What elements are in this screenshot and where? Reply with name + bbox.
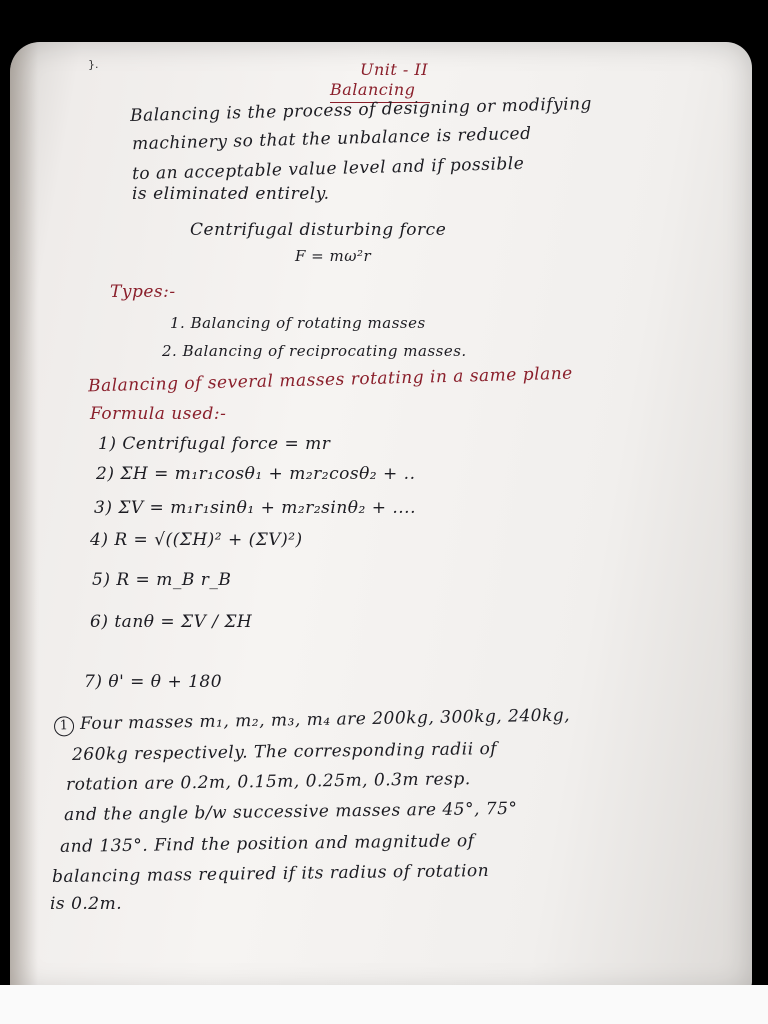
problem-line-3: rotation are 0.2m, 0.15m, 0.25m, 0.3m resp. — [65, 769, 471, 795]
type-item-2: 2. Balancing of reciprocating masses. — [162, 342, 467, 360]
formula-2: 2) ΣH = m₁r₁cosθ₁ + m₂r₂cosθ₂ + .. — [96, 464, 416, 484]
unit-title: Unit - II — [360, 60, 429, 79]
problem-line-6: balancing mass required if its radius of rotation — [51, 860, 490, 888]
formula-4: 4) R = √((ΣH)² + (ΣV)²) — [90, 530, 303, 550]
bottom-background — [0, 985, 768, 1024]
formula-5: 5) R = m_B r_B — [92, 570, 232, 590]
problem-line-4: and the angle b/w successive masses are 45°, 75° — [63, 798, 518, 826]
type-item-1: 1. Balancing of rotating masses — [170, 314, 426, 332]
formula-3: 3) ΣV = m₁r₁sinθ₁ + m₂r₂sinθ₂ + .... — [94, 498, 416, 518]
notebook-page — [10, 42, 752, 992]
definition-line-4: is eliminated entirely. — [132, 184, 330, 204]
page-curl-shadow — [10, 42, 38, 992]
topic-title: Balancing — [330, 80, 416, 99]
formula-6: 6) tanθ = ΣV / ΣH — [90, 612, 253, 632]
section-heading: Balancing of several masses rotating in a same plane — [87, 363, 573, 397]
problem-line-5: and 135°. Find the position and magnitude of — [59, 831, 475, 857]
definition-line-1: Balancing is the process of designing or modifying — [129, 93, 593, 127]
formula-7: 7) θ' = θ + 180 — [84, 672, 223, 692]
problem-text-1: Four masses m₁, m₂, m₃, m₄ are 200kg, 300kg, 240kg, — [79, 705, 571, 735]
centrifugal-formula: F = mω²r — [295, 247, 372, 265]
problem-line-1 — [54, 705, 570, 736]
definition-line-3: to an acceptable value level and if possible — [131, 153, 525, 185]
problem-line-7: is 0.2m. — [50, 894, 123, 914]
types-heading: Types:- — [110, 282, 176, 302]
problem-line-2: 260kg respectively. The corresponding radii of — [71, 739, 498, 765]
corner-mark: }. — [88, 58, 99, 71]
problem-number-badge: 1 — [54, 716, 74, 736]
centrifugal-label: Centrifugal disturbing force — [190, 220, 447, 240]
formula-1: 1) Centrifugal force = mr — [98, 434, 331, 454]
definition-line-2: machinery so that the unbalance is reduced — [131, 123, 532, 155]
formula-heading: Formula used:- — [90, 404, 227, 424]
